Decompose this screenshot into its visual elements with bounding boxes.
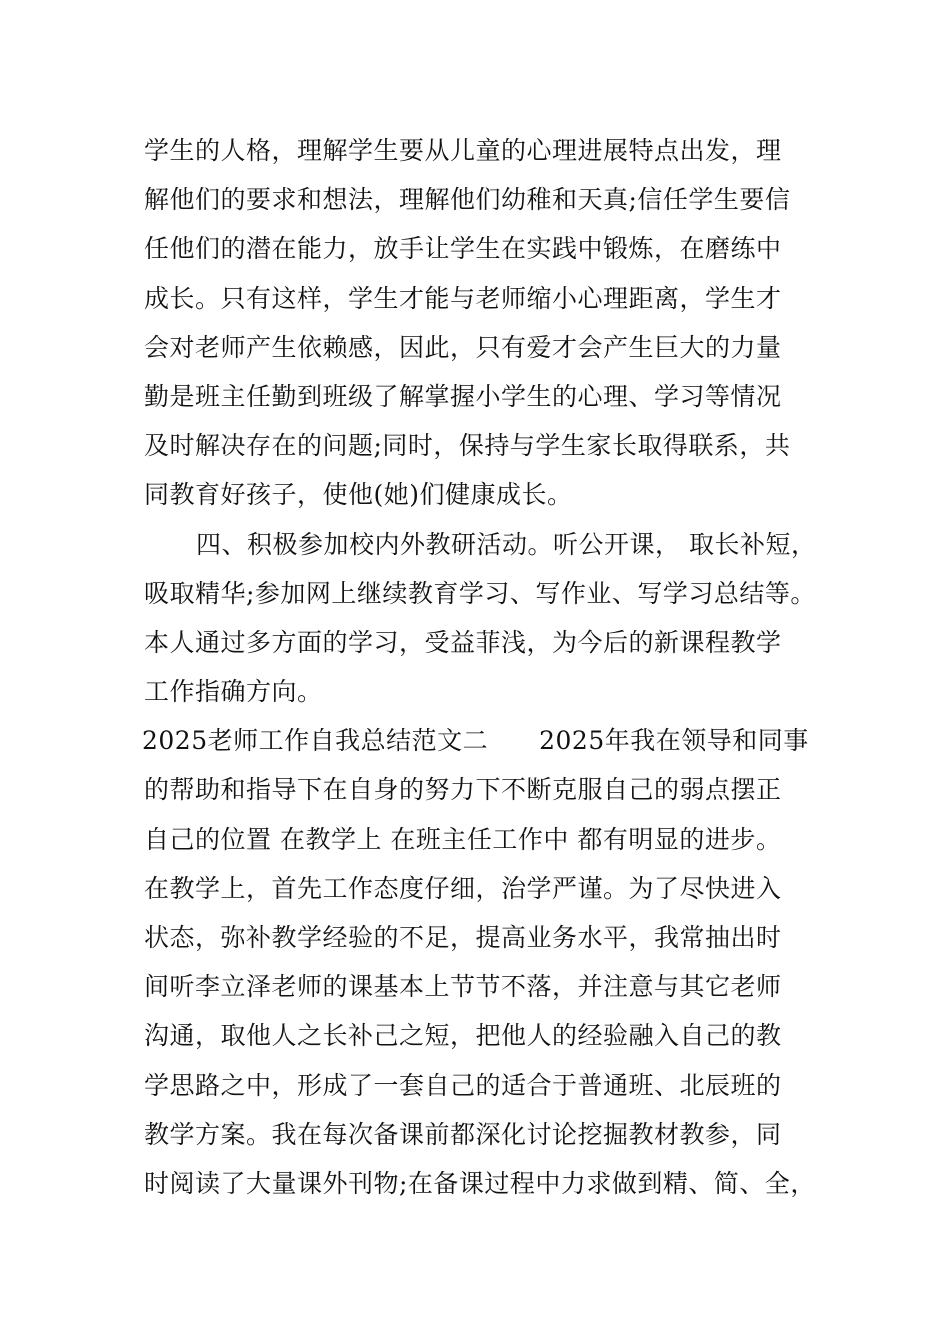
document-body: [144, 126, 844, 1208]
text-line: 2025老师工作自我总结范文二 2025年我在领导和同事: [142, 726, 809, 756]
text-line: 自己的位置 在教学上 在班主任工作中 都有明显的进步。: [144, 824, 782, 854]
text-line: 成长。只有这样，学生才能与老师缩小心理距离，学生才: [144, 283, 782, 313]
text-line: 会对老师产生依赖感，因此，只有爱才会产生巨大的力量: [144, 332, 782, 362]
text-line: 工作指确方向。: [144, 677, 323, 707]
text-line: 沟通，取他人之长补己之短，把他人的经验融入自己的教: [144, 1021, 782, 1051]
text-line: 教学方案。我在每次备课前都深化讨论挖掘教材教参，同: [144, 1119, 782, 1149]
text-line: 四、积极参加校内外教研活动。听公开课， 取长补短，: [196, 529, 817, 559]
text-line: 及时解决存在的问题;同时，保持与学生家长取得联系，共: [144, 431, 791, 461]
text-line: 状态，弥补教学经验的不足，提高业务水平，我常抽出时: [144, 923, 782, 952]
text-line: 在教学上，首先工作态度仔细，治学严谨。为了尽快进入: [144, 873, 782, 903]
text-line: 间听李立泽老师的课基本上节节不落，并注意与其它老师: [144, 972, 782, 1002]
text-line: 勤是班主任勤到班级了解掌握小学生的心理、学习等情况: [144, 381, 782, 411]
text-line: 时阅读了大量课外刊物;在备课过程中力求做到精、简、全，: [144, 1168, 816, 1198]
text-line: 本人通过多方面的学习，受益菲浅，为今后的新课程教学: [144, 627, 782, 657]
text-line: 任他们的潜在能力，放手让学生在实践中锻炼，在磨练中: [144, 234, 782, 264]
text-line: 学思路之中，形成了一套自己的适合于普通班、北辰班的: [144, 1070, 782, 1100]
text-line: 的帮助和指导下在自身的努力下不断克服自己的弱点摆正: [144, 775, 782, 805]
text-line: 学生的人格，理解学生要从儿童的心理进展特点出发，理: [144, 136, 782, 165]
text-line: 同教育好孩子，使他(她)们健康成长。: [144, 480, 573, 510]
text-line: 解他们的要求和想法，理解他们幼稚和天真;信任学生要信: [144, 185, 791, 215]
text-line: 吸取精华;参加网上继续教育学习、写作业、写学习总结等。: [144, 578, 816, 608]
